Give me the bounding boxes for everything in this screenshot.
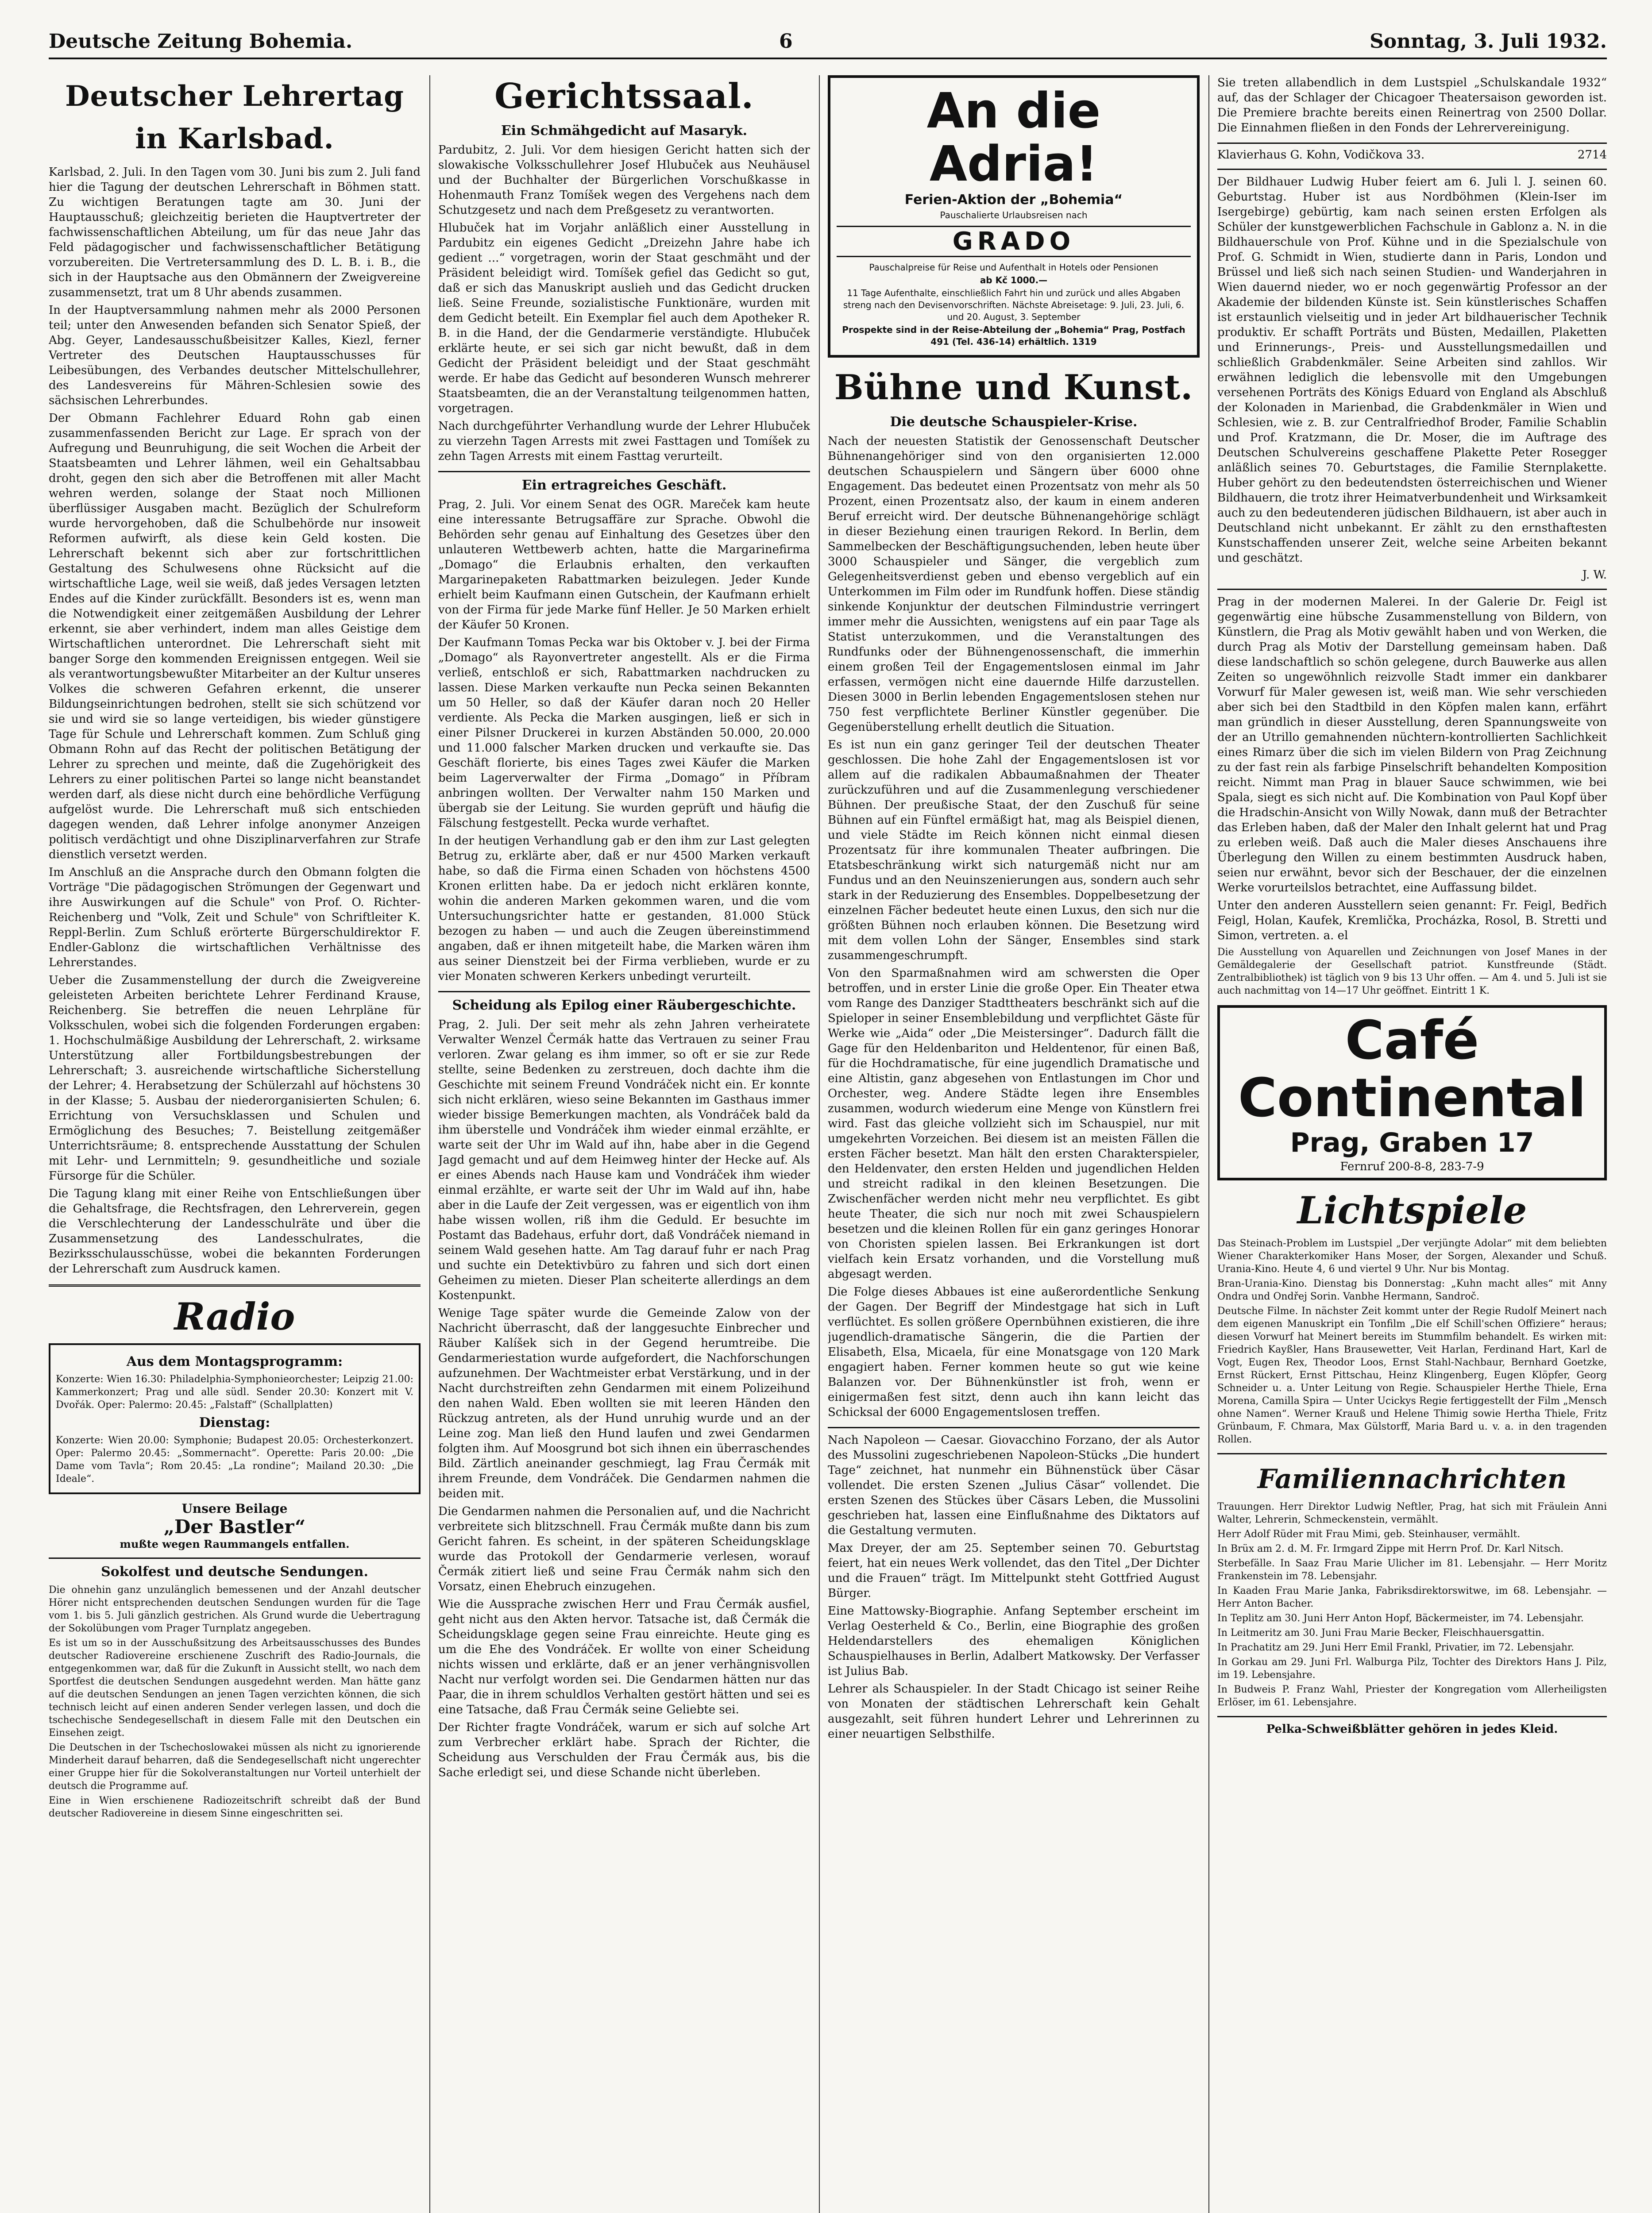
author-signature: J. W. [1582,568,1607,582]
article-paragraph: Die Tagung klang mit einer Reihe von Entschließungen über die Gehaltsfrage, die Rechtsfragen, den Lehrerverein, gegen die Verschlechterung der Landesschulräte und über die Zusammensetzung des Landesschulrates, die Bezirksschulausschüsse, wobei die bekannten Forderungen der Lehrerschaft zum Ausdruck kamen. [49,1187,421,1276]
masthead [49,27,1607,59]
family-notice: Sterbefälle. In Saaz Frau Marie Ulicher im 81. Lebensjahr. — Herr Moritz Frankenstein im 78. Lebensjahr. [1217,1558,1607,1582]
cafe-address: Prag, Graben 17 [1290,1127,1534,1158]
piano-ad-text: Klavierhaus G. Kohn, Vodičkova 33. [1217,148,1425,162]
section-divider [49,1558,421,1559]
culture-note: Nach Napoleon — Caesar. Giovacchino Forzano, der als Autor des Mussolini zugeschriebenen Napoleon-Stücks „Die hundert Tage“ zeichnet, hat nunmehr ein Bühnenstück über Cäsar vollendet. Die ersten Szenen „Julius Cäsar“ vollendet. Die ersten Szenen des Stückes über Cäsars Leben, die Mussolini geschrieben hat, lassen eine Einflußnahme des Diktators auf die Gestaltung vermuten. [828,1434,1200,1537]
masthead-date: Sonntag, 3. Juli 1932. [1370,30,1607,53]
column-4 [1217,75,1607,2213]
section-divider [1217,1453,1607,1454]
article-paragraph: Wie die Aussprache zwischen Herr und Frau Čermák ausfiel, geht nicht aus den Akten hervor. Tatsache ist, daß Čermák die Scheidungsklage gegen seine Frau einreichte. Heute ging es um die Ehe des Vondráček. Er wollte von einer Scheidung nichts wissen und erklärte, daß er an jener verhängnisvollen Nacht nur verfolgt worden sei. Die Gendarmen hätten nur das Paar, die in ihrem schuldlos Verhalten gestört hätten und sei es eine Tatsache, daß Frau Čermák seine Geliebte sei. [438,1598,810,1716]
article-paragraph: Unter den anderen Ausstellern seien genannt: Fr. Feigl, Bedřich Feigl, Holan, Kaufek, Kremlička, Procházka, Rosol, B. Stretti und Simon, vertreten. a. el [1217,899,1607,942]
article-paragraph: Von den Sparmaßnahmen wird am schwersten die Oper betroffen, und in erster Linie die große Oper. Ein Theater etwa vom Range des Danziger Stadttheaters beschränkt sich auf die Spieloper in seiner Ensemblebildung und verpflichtet Gäste für Werke wie „Aida“ oder „Die Meistersinger“. Dadurch fällt die Gage für den Heldenbariton und Heldentenor, für einen Baß, für die Hochdramatische, für eine jugendlich Dramatische und eine Altistin, ganz abgesehen von Entlastungen im Chor und Orchester, weg. Andere Städte legen ihre Ensembles zusammen, wodurch wiederum eine Menge von Künstlern frei wird. Fast das gleiche vollzieht sich im Schauspiel, nur mit umgekehrten Vorzeichen. Bei diesem ist an meisten Fällen die ersten Fächer besetzt. Man hält den ersten Charakterspieler, den Heldenvater, den ersten Helden und jugendlichen Helden und streicht radikal in den kleinen Besetzungen. Die Zwischenfächer werden nicht mehr neu verpflichtet. Es gibt heute Theater, die sich nur noch mit zwei Schauspielern besetzen und die kleinen Rollen für ein ganz geringes Honorar von Choristen spielen lassen. Bei Erkrankungen ist dort vielfach kein Ersatz vorhanden, und die Vorstellung muß abgesagt werden. [828,967,1200,1281]
culture-note: Lehrer als Schauspieler. In der Stadt Chicago ist seiner Reihe von Monaten der städtischen Lehrerschaft kein Gehalt ausgezahlt, seit führen hundert Lehrer und Lehrerinnen zu einer neuartigen Selbsthilfe. [828,1682,1200,1741]
cafe-continental-advertisement [1217,1005,1607,1180]
article-paragraph: Wenige Tage später wurde die Gemeinde Zalow von der Nachricht überrascht, daß der langgesuchte Einbrecher und Räuber Kalíšek sich in der Gegend herumtreibe. Die Gendarmeriestation wurde aufgefordert, die Nachforschungen aufzunehmen. Der Wachtmeister erbat Verstärkung, und in der Nacht durchstreiften zehn Gendarmen mit einem Polizeihund den nahen Wald. Eben wollten sie mit leeren Händen den Rückzug antreten, als der Hund unruhig wurde und an der Leine zog. Man ließ den Hund laufen und zwei Gendarmen folgten ihm. Auf Moosgrund bot sich ihnen ein überraschendes Bild. Zärtlich aneinander geschmiegt, lag Frau Čermák mit ihrem Freunde, dem Vondráček. Die Gendarmen nahmen die beiden mit. [438,1307,810,1500]
article-paragraph: Die Gendarmen nahmen die Personalien auf, und die Nachricht verbreitete sich blitzschnell. Frau Čermák mußte dann bis zum Gericht fahren. Es scheint, in der späteren Scheidungsklage wurde das Protokoll der Gendarmerie verlesen, worauf Čermák zitiert ließ und seine Frau Čermák nahm sich den Vorsatz, einen Ehebruch einzugehen. [438,1505,810,1593]
culture-note: Eine Mattowsky-Biographie. Anfang September erscheint im Verlag Oesterheld & Co., Berlin, eine Biographie des großen Heldendarstellers des ehemaligen Königlichen Schauspielhauses in Berlin, Adalbert Matkowsky. Der Verfasser ist Julius Bab. [828,1604,1200,1678]
column-1 [49,75,421,2213]
radio-program-heading: Aus dem Montagsprogramm: [126,1354,343,1369]
column-2 [438,75,810,2213]
newspaper-page [49,27,1607,2213]
cafe-phone: Fernruf 200-8-8, 283-7-9 [1340,1160,1484,1173]
article-paragraph: Im Anschluß an die Ansprache durch den Obmann folgten die Vorträge "Die pädagogischen Strömungen der Gegenwart und ihre Auswirkungen auf die Schule" von Prof. O. Richter-Reichenberg und "Volk, Zeit und Schule" von Schriftleiter K. Reppl-Berlin. Zum Schluß erörterte Bürgerschuldirektor F. Endler-Gablonz die wirtschaftlichen Verhältnisse des Lehrerstandes. [49,866,421,969]
radio-program-monday: Konzerte: Wien 16.30: Philadelphia-Symphonieorchester; Leipzig 21.00: Kammerkonzert; Prag und alle südl. Sender 20.30: Konzert mit V. Dvořák. Oper: Palermo: 20.45: „Falstaff“ (Schallplatten) [56,1374,413,1411]
family-notice: In Kaaden Frau Marie Janka, Fabriksdirektorswitwe, im 68. Lebensjahr. — Herr Anton Bacher. [1217,1585,1607,1609]
ad-contact: Prospekte sind in der Reise-Abteilung der „Bohemia“ Prag, Postfach 491 (Tel. 436-14) erhältlich. 1319 [842,324,1185,347]
article-paragraph: Die ohnehin ganz unzulänglich bemessenen und der Anzahl deutscher Hörer nicht entsprechenden deutschen Sendungen wurden für die Tage vom 1. bis 5. Juli gänzlich gestrichen. Als Grund wurde die Uebertragung der Sokolübungen vom Prager Turnplatz angegeben. [49,1585,421,1634]
section-divider [438,471,810,472]
section-headline-buehne: Bühne und Kunst. [834,367,1193,408]
article-paragraph: Der Richter fragte Vondráček, warum er sich auf solche Art zum Verbrecher erklärt habe. Sprach der Richter, die Scheidung aus Verschulden der Frau Čermák aus, bis die Sache erledigt sei, und diese Schande nicht überleben. [438,1721,810,1779]
familie-section-heading: Familiennachrichten [1257,1464,1567,1495]
article-paragraph: In der Hauptversammlung nahmen mehr als 2000 Personen teil; unter den Anwesenden befanden sich Senator Spieß, der Abg. Geyer, Landesausschußbeisitzer Kalles, Kiezl, ferner Vertreter des Deutschen Hauptausschusses für Leibesübungen, des Verbandes deutscher Mittelschullehrer, des Landesvereins für Mähren-Schlesien sowie des sächsischen Lehrerbundes. [49,304,421,407]
column-rule [819,75,820,2213]
family-notice: In Budweis P. Franz Wahl, Priester der Kongregation vom Allerheiligsten Erlöser, im 61. Lebensjahre. [1217,1684,1607,1708]
radio-program-box [49,1343,421,1494]
piano-advertisement [1217,148,1607,162]
article-paragraph: Nach durchgeführter Verhandlung wurde der Lehrer Hlubuček zu vierzehn Tagen Arrests mit zwei Fasttagen und Tomíšek zu zehn Tagen Arrests mit einem Fasttag verurteilt. [438,420,810,463]
article-paragraph: Der Bildhauer Ludwig Huber feiert am 6. Juli l. J. seinen 60. Geburtstag. Huber ist aus Nordböhmen (Klein-Iser im Isergebirge) gebürtig, kam nach seinen ersten Erfolgen als Schüler der kunstgewerblichen Fachschule in Gablonz a. N. in die Bildhauerschule von Prof. Kühne und in die Spezialschule von Prof. G. Schmidt in Wien, studierte dann in Paris, London und Brüssel und ließ sich nach seinen Studien- und Wanderjahren in Wien dauernd nieder, wo er noch gegenwärtig Professor an der Akademie der bildenden Künste ist. Sein künstlerisches Schaffen ist erstaunlich vielseitig und in jeder Art bildhauerischer Technik produktiv. Er schafft Porträts und Büsten, Medaillen, Plaketten und Erinnerungs-, Preis- und Ausstellungsmedaillen und schließlich Grabdenkmäler. Seine Arbeiten sind zahllos. Wir erwähnen lediglich die lebensvolle mit den Umgebungen versehenen Porträts des Königs Eduard von England als Abschluß der Kolonaden in Marienbad, die Grabdenkmäler in Wien und Schlesien, wie z. B. zur Centralfriedhof Broder, Familie Schablin und Prof. Kratzmann, die Dr. Moser, die im Auftrage des Deutschen Schulvereins geschaffene Plakette Peter Rosegger anläßlich seines 70. Geburtstages, die Familie Sternplakette. Huber gehört zu den bedeutendsten österreichischen und Wiener Bildhauern, die trotz ihrer Heimatverbundenheit und Wirksamkeit auch zu den bedeutenderen jüdischen Bildhauern, ist aber auch in Deutschland nicht unbekannt. Er zählt zu den ernsthaftesten Kunstschaffenden unserer Zeit, welche seine Arbeiten bekannt und geschätzt. [1217,175,1607,565]
radio-program-tuesday: Konzerte: Wien 20.00: Symphonie; Budapest 20.05: Orchesterkonzert. Oper: Palermo 20.45: „Sommernacht“. Operette: Paris 20.00: „Die Dame vom Tavla“; Rom 20.45: „La rondine“; Mailand 20.30: „Die Ideale“. [56,1435,413,1484]
section-divider [828,1427,1200,1428]
exhibition-note: Die Ausstellung von Aquarellen und Zeichnungen von Josef Manes in der Gemäldegalerie der Gesellschaft patriot. Kunstfreunde (Städt. Zentralbibliothek) ist täglich von 9 bis 13 Uhr offen. — Am 4. und 5. Juli ist sie auch nachmittag von 14—17 Uhr geöffnet. Eintritt 1 K. [1217,947,1607,996]
supplement-title: „Der Bastler“ [163,1516,306,1538]
lichtspiele-section-heading: Lichtspiele [1297,1188,1527,1232]
radio-section-heading: Radio [174,1295,295,1338]
cinema-note: Bran-Urania-Kino. Dienstag bis Donnerstag: „Kuhn macht alles“ mit Anny Ondra und Ondřej Sorin. Vanbhe Hermann, Sandroč. [1217,1278,1607,1302]
footer-advertisement: Pelka-Schweißblätter gehören in jedes Kleid. [1266,1723,1558,1736]
masthead-paper-name: Deutsche Zeitung Bohemia. [49,30,353,53]
article-paragraph: Prag in der modernen Malerei. In der Galerie Dr. Feigl ist gegenwärtig eine hübsche Zusammenstellung von Bildern, von Künstlern, die Prag als Motiv gewählt haben und von Werken, die durch Prag als Motiv der Darstellung gemeinsam haben. Daß diese landschaftlich so schön gelegene, durch Bauwerke aus allen Zeiten so ungewöhnlich reizvolle Stadt immer ein dankbarer Vorwurf für Maler gewesen ist, weiß man. Wie sehr verschieden aber sich bei den Stadtbild in den Köpfen malen kann, erfährt man gründlich in dieser Ausstellung, deren Spannungsweite von der an Utrillo gemahnenden nüchtern-kontrollierten Sachlichkeit eines Rimarz über die sich im vielen Bildern von Prag Zeichnung zu der fast rein als farbige Pinselschrift behandelten Komposition reicht. Nimmt man Prag in blauer Sauce schwimmen, wie bei Spala, siegt es sich nicht auf. Die Kombination von Paul Kopf über die Hradschin-Ansicht von Willy Nowak, dann muß der Betrachter das Erleben haben, daß der Maler den Inhalt gelernt hat und Prag zu erleben weiß. Daß auch die Maler dieses Anschauens ihre Überlegung den Willen zu einem bestimmten Ausdruck haben, seien nur erwähnt, bevor sich der Beschauer, der die einzelnen Werke vorurteilslos betrachtet, eine Auffassung bildet. [1217,595,1607,894]
section-divider [1217,143,1607,144]
article-paragraph: Prag, 2. Juli. Der seit mehr als zehn Jahren verheiratete Verwalter Wenzel Čermák hatte das Vertrauen zu seiner Frau verloren. Zwar gelang es ihm immer, so oft er sie zur Rede stellte, seine Bedenken zu zerstreuen, doch dachte ihm die Geschichte mit seinem Freund Vondráček nicht ein. Er konnte sich nicht erklären, wieso seine Bekannten im Gasthaus immer wieder bissige Bemerkungen machten, als Vondráček bald da ihm überstelle und Vondráček ihm wieder einmal erzählte, er warte seit der Uhr im Wald auf ihn, habe aber in die Gegend Jagd gemacht und auf dem Heimweg hinter der Hecke auf. Als er eines Abends nach Hause kam und Vondráček ihm wieder einmal erzählte, er warte seit der Uhr im Wald auf ihn, habe aber in die Laufe der Zeit vergessen, was er eigentlich von ihm habe wissen wollen, riß ihm die Geduld. Er besuchte im Postamt das Badehaus, erfuhr dort, daß Vondráček niemand in seinem Wald gesehen hatte. Am Tag darauf fuhr er nach Prag und suchte ein Detektivbüro zu fahren und sich dort einen Geheimen zu mieten. Dieser Plan scheiterte allerdings an dem Kostenpunkt. [438,1018,810,1302]
article-paragraph: Der Obmann Fachlehrer Eduard Rohn gab einen zusammenfassenden Bericht zur Lage. Er sprach von der Aufregung und Beunruhigung, die seit Wochen die Arbeit der Staatsbeamten und Lehrer lähmen, weil ein Gehaltsabbau droht, gegen den sich aber die Betroffenen mit aller Macht wehren werden, solange der Staat noch Millionen überflüssiger Ausgaben macht. Bezüglich der Schulreform wurde hervorgehoben, daß die Schulbehörde nur insoweit Reformen aufwirft, als diese kein Geld kosten. Die Lehrerschaft bekennt sich aber zur fortschrittlichen Gestaltung des Schulwesens ohne Rücksicht auf die wirtschaftliche Lage, weil sie weiß, daß jedes Versagen letzten Endes auf die Kinder zurückfällt. Besonders ist es, wenn man die Notwendigkeit einer zeitgemäßen Ausbildung der Lehrer erkennt, sie aber verhindert, indem man alles Geistige dem Wirtschaftlichen unterordnet. Die Lehrerschaft sieht mit banger Sorge den kommenden Ereignissen entgegen. Weil sie als verantwortungsbewußter Mitarbeiter an der Kultur unseres Volkes die schweren Gefahren erkennt, die unserer Bildungseinrichtungen bedrohen, stellt sie sich schützend vor sie und wird sie so lange verteidigen, bis wieder günstigere Tage für Schule und Lehrerschaft kommen. Zum Schluß ging Obmann Rohn auf das Recht der politischen Betätigung der Lehrer zu sprechen und meinte, daß die Zugehörigkeit des Lehrers zu einer politischen Partei so lange nicht beanstandet werden darf, als diese nicht durch eine behördliche Verfügung aufgelöst wurde. Die Lehrerschaft muß sich entschieden dagegen wenden, daß Lehrer infolge anonymer Anzeigen politisch verdächtigt und ohne Disziplinarverfahren zur Strafe dienstlich versetzt werden. [49,412,421,861]
ad-line: Pauschalierte Urlaubsreisen nach [940,210,1088,220]
supplement-line-1: Unsere Beilage [181,1501,288,1516]
article-headline-geschaeft: Ein ertragreiches Geschäft. [521,478,727,493]
culture-note: Max Dreyer, der am 25. September seinen 70. Geburtstag feiert, hat ein neues Werk vollendet, das den Titel „Der Dichter und die Frauen“ trägt. Im Mittelpunkt steht Gottfried August Bürger. [828,1542,1200,1600]
section-headline-gerichtssaal: Gerichtssaal. [494,76,754,116]
article-paragraph: Eine in Wien erschienene Radiozeitschrift schreibt daß der Bund deutscher Radiovereine in diesem Sinne eingeschritten sei. [49,1795,421,1819]
article-headline-schauspielerkrise: Die deutsche Schauspieler-Krise. [890,414,1138,430]
cinema-note: Das Steinach-Problem im Lustspiel „Der verjüngte Adolar“ mit dem beliebten Wiener Charakterkomiker Hans Moser, der Sorgen, Alexander und Schuß. Urania-Kino. Heute 4, 6 und viertel 9 Uhr. Nur bis Montag. [1217,1238,1607,1275]
article-paragraph: Es ist um so in der Ausschußsitzung des Arbeitsausschusses des Bundes deutscher Radiovereine erschienene Zuschrift des Radio-Journals, die entgegenkommen war, daß für die Zukunft in Aussicht stellt, wo nach dem Sportfest die deutschen Sendungen ausgedehnt werden. Man hätte ganz auf die deutschen Sendungen an jenen Tagen verzichten können, die sich technisch leicht auf einen anderen Sender verlegen lassen, und doch die tschechische Sendegesellschaft in diesem Falle mit den Deutschen ein Einsehen zeigt. [49,1638,421,1739]
section-divider [1217,1716,1607,1717]
ad-subtitle: Ferien-Aktion der „Bohemia“ [904,192,1123,208]
family-notice: In Prachatitz am 29. Juni Herr Emil Frankl, Privatier, im 72. Lebensjahr. [1217,1642,1575,1653]
ad-title: An die Adria! [926,82,1101,192]
section-divider [49,1284,421,1287]
family-notice: In Leitmeritz am 30. Juni Frau Marie Becker, Fleischhauersgattin. [1217,1627,1545,1639]
ad-destination: GRADO [837,226,1191,257]
article-paragraph: Karlsbad, 2. Juli. In den Tagen vom 30. Juni bis zum 2. Juli fand hier die Tagung der deutschen Lehrerschaft in Böhmen statt. Zu wichtigen Beratungen tagte am 30. Juni der Hauptausschuß; gleichzeitig berieten die Hauptvertreter der fachwissenschaftlichen Abteilung, um für das neue Jahr das Feld pädagogischer und fachwissenschaftlicher Betätigung vorzubereiten. Die Vertretersammlung des D. L. B. i. B., die sich in der Hauptsache aus den Obmännern der Zweigvereine zusammensetzt, trat um 8 Uhr abends zusammen. [49,166,421,299]
section-divider [1217,169,1607,170]
cafe-name: Café Continental [1238,1010,1586,1129]
article-paragraph: Es ist nun ein ganz geringer Teil der deutschen Theater geschlossen. Die hohe Zahl der Engagementslosen ist vor allem auf die radikalen Abbaumaßnahmen der Theater zurückzuführen und auf die Zusammenlegung verschiedener Bühnen. Der preußische Staat, der den Zuschuß für seine Bühnen auf ein Fünftel ermäßigt hat, mag als Beispiel dienen, und viele Städte im Reich können nicht einmal diesen Prozentsatz für ihre kommunalen Theater aufbringen. Die Etatsbeschränkung wirkt sich naturgemäß nicht nur am Fundus und an den Neuinszenierungen aus, sondern auch sehr stark in der Reduzierung des Ensembles. Doppelbesetzung der einzelnen Fächer bedeutet heute einen Luxus, den sich nur die größten Bühnen noch erlauben können. Die Besetzung wird mit dem vollen Lohn der Sänger, Ensembles sind stark zusammengeschrumpft. [828,738,1200,962]
article-paragraph: Nach der neuesten Statistik der Genossenschaft Deutscher Bühnenangehöriger sind von den organisierten 12.000 deutschen Schauspielern und Sängern über 6000 ohne Engagement. Das bedeutet einen Prozentsatz von mehr als 50 Prozent, einen Prozentsatz also, der kaum in einem anderen Beruf erreicht wird. Der deutsche Bühnenangehörige schlägt in dieser Beziehung einen traurigen Rekord. In Berlin, dem Sammelbecken der Beschäftigungsuchenden, leben heute über 3000 Schauspieler und Sänger, die vergeblich zum Gelegenheitsverdienst geben und ebenso vergeblich auf ein Unterkommen im Film oder im Rundfunk hoffen. Diese ständig sinkende Konjunktur der deutschen Filmindustrie verringert immer mehr die Aussichten, wenigstens auf ein paar Tage als Statist unterzukommen, und die Veranstaltungen des Rundfunks oder der Bühnengenossenschaft, die immerhin einem großen Teil der Engagementslosen einmal im Jahr erfassen, vermögen nicht eine dauernde Hilfe darzustellen. Diesen 3000 in Berlin lebenden Engagementslosen stehen nur 750 fest verpflichtete Berliner Künstler gegenüber. Die Gegenüberstellung erhellt deutlich die Situation. [828,435,1200,734]
article-paragraph: Die Deutschen in der Tschechoslowakei müssen als nicht zu ignorierende Minderheit darauf beharren, daß die Sendegesellschaft nicht ungerechter einer Gruppe hier für die Sokolveranstaltungen nur Vorteil unterhielt der deutsch die Programme auf. [49,1742,421,1792]
adria-advertisement [828,75,1200,358]
article-headline-schmaehgedicht: Ein Schmähgedicht auf Masaryk. [501,123,748,139]
section-divider [438,991,810,992]
article-headline-lehrertag: Deutscher Lehrertag in Karlsbad. [65,80,404,155]
section-divider [1217,589,1607,590]
family-notice: In Teplitz am 30. Juni Herr Anton Hopf, Bäckermeister, im 74. Lebensjahr. [1217,1613,1584,1624]
article-paragraph: Sie treten allabendlich in dem Lustspiel „Schulskandale 1932“ auf, das der Schlager der Chicagoer Theatersaison geworden ist. Die Premiere brachte bereits einen Reinertrag von 2500 Dollar. Die Einnahmen fließen in den Fonds der Lehrervereinigung. [1217,76,1607,135]
article-paragraph: Ueber die Zusammenstellung der durch die Zweigvereine geleisteten Arbeiten berichtete Lehrer Ferdinand Krause, Reichenberg. Sie betreffen die neuen Lehrpläne für Volksschulen, wobei sich die folgenden Forderungen ergaben: 1. Hochschulmäßige Ausbildung der Lehrerschaft, 2. wirksame Unterstützung aller Fortbildungsbestrebungen der Lehrerschaft; 3. ausreichende wirtschaftliche Sicherstellung der Lehrer; 4. Herabsetzung der Schülerzahl auf höchstens 30 in der Klasse; 5. Ausbau der niederorganisierten Schulen; 6. Errichtung von Versuchsklassen und Schulen und Ermöglichung des Besuches; 7. Beistellung zeitgemäßer Unterrichtsräume; 8. entsprechende Ausstattung der Schulen mit Lehr- und Lernmitteln; 9. gesundheitliche und soziale Fürsorge für die Schüler. [49,974,421,1183]
column-3 [828,75,1200,2213]
ad-text: 11 Tage Aufenthalte, einschließlich Fahrt hin und zurück und alles Abgaben streng nach den Devisenvorschriften. Nächste Abreisetage: 9. Juli, 23. Juli, 6. und 20. August, 3. September [843,288,1185,322]
family-notice: In Brüx am 2. d. M. Fr. Irmgard Zippe mit Herrn Prof. Dr. Karl Nitsch. [1217,1543,1564,1554]
family-notice: In Gorkau am 29. Juni Frl. Walburga Pilz, Tochter des Direktors Hans J. Pilz, im 19. Lebensjahre. [1217,1657,1607,1681]
article-paragraph: Hlubuček hat im Vorjahr anläßlich einer Ausstellung in Pardubitz ein eigenes Gedicht „Dreizehn Jahre habe ich gedient ...“ vorgetragen, worin der Staat geschmäht und der Präsident beleidigt wird. Tomíšek gefiel das Gedicht so gut, daß er sich das Manuskript auslieh und das Gedicht drucken ließ. Seine Freunde, sozialistische Funktionäre, wurden mit dem Gedicht beteilt. Ein Exemplar fiel auch dem Apotheker R. B. in die Hand, der die Gendarmerie verständigte. Hlubuček erklärte heute, er sei sich gar nicht bewußt, daß in dem Gedicht der Präsident beleidigt und der Staat geschmäht werde. Er habe das Gedicht auf besonderen Wunsch mehrerer Staatsbeamten, die an der Veranstaltung teilgenommen hatten, vorgetragen. [438,221,810,415]
article-paragraph: Die Folge dieses Abbaues ist eine außerordentliche Senkung der Gagen. Der Begriff der Mindestgage hat sich in Luft verflüchtet. Es sollen größere Opernbühnen existieren, die ihre jugendlich-dramatische Sängerin, die die Partien der Elisabeth, Elsa, Micaela, für eine Monatsgage von 120 Mark engagiert haben. Ferner kommen heute so gut wie keine Balanzen vor. Der Bühnenkünstler ist froh, wenn er einigermaßen fest sitzt, denn auch ihn kann leicht das Schicksal der 6000 Engagementslosen treffen. [828,1285,1200,1419]
masthead-page-number: 6 [779,30,793,53]
supplement-notice [49,1501,421,1550]
family-notice: Herr Adolf Rüder mit Frau Mimi, geb. Steinhauser, vermählt. [1217,1529,1521,1540]
piano-ad-number: 2714 [1577,148,1607,162]
cinema-note: Deutsche Filme. In nächster Zeit kommt unter der Regie Rudolf Meinert nach dem eigenen Manuskript ein Tonfilm „Die elf Schill'schen Offiziere“ heraus; diesen Vorwurf hat Meinert bereits im Stummfilm behandelt. Es wirken mit: Friedrich Kayßler, Hans Brausewetter, Veit Harlan, Ferdinand Hart, Karl de Vogt, Eugen Rex, Theodor Loos, Ernst Stahl-Nachbaur, Bernhard Goetzke, Ernst Rückert, Ernst Pittschau, Heinz Klingenberg, Eugen Klöpfer, Georg Schneider u. a. Unter Leitung von Regie. Schauspieler Herthe Thiele, Erna Morena, Camilla Spira — Unter Ucickys Regie fertiggestellt der Film „Mensch ohne Namen“. Werner Krauß und Helene Thimig sowie Hertha Thiele, Fritz Grünbaum, F. Chmara, Max Gülstorff, Maria Bard u. v. a. in den tragenden Rollen. [1217,1306,1607,1445]
family-notice: Trauungen. Herr Direktor Ludwig Neftler, Prag, hat sich mit Fräulein Anni Walter, Lehrerin, Schmeckenstein, vermählt. [1217,1501,1607,1525]
article-paragraph: Der Kaufmann Tomas Pecka war bis Oktober v. J. bei der Firma „Domago“ als Rayonvertreter angestellt. Als er die Firma verließ, entschloß er sich, Rabattmarken nachdrucken zu lassen. Diese Marken verkaufte nun Pecka seinen Bekannten um 50 Heller, so daß der Käufer daran noch 20 Heller verdiente. Als Pecka die Marken ausgingen, ließ er sich in einer Pilsner Druckerei in kurzen Abständen 50.000, 20.000 und 11.000 falscher Marken drucken und verkaufte sie. Das Geschäft florierte, bis eines Tages zwei Käufer die Marken beim Lagerverwalter der Firma „Domago“ in Příbram anbringen wollten. Der Verwalter nahm 150 Marken und übergab sie der Leitung. Sie wurden geprüft und häufig die Fälschung festgestellt. Pecka wurde verhaftet. [438,636,810,830]
article-headline-sokolfest: Sokolfest und deutsche Sendungen. [101,1564,368,1580]
article-headline-scheidung: Scheidung als Epilog einer Räubergeschichte. [452,998,796,1013]
article-paragraph: In der heutigen Verhandlung gab er den ihm zur Last gelegten Betrug zu, erklärte aber, daß er nur 4500 Marken verkauft habe, so daß die Firma einen Schaden von höchstens 4500 Kronen erlitten habe. Da er jedoch nicht erklären konnte, wohin die anderen Marken gekommen waren, und die vom Untersuchungsrichter hatte er gestanden, 81.000 Stück bezogen zu haben — und auch die Zeugen übereinstimmend angaben, daß er ihnen mitgeteilt habe, die Marken wären ihm aus seiner Dienstzeit bei der Firma verblieben, wurde er zu vier Monaten schweren Kerkers unbedingt verurteilt. [438,834,810,983]
article-paragraph: Prag, 2. Juli. Vor einem Senat des OGR. Mareček kam heute eine interessante Betrugsaffäre zur Sprache. Obwohl die Behörden sehr genau auf Einhaltung des Gesetzes über den unlauteren Wettbewerb achten, hatte die Margarinefirma „Domago“ die Erlaubnis erhalten, den verkauften Margarinepaketen Rabattmarken beizulegen. Jeder Kunde erhielt beim Kaufmann einen Gutschein, der Kaufmann erhielt von der Firma für jede Marke fünf Heller. Je 50 Marken erhielt der Käufer 50 Kronen. [438,498,810,632]
supplement-line-3: mußte wegen Raummangels entfallen. [120,1538,350,1550]
radio-program-day: Dienstag: [199,1415,270,1430]
column-rule [1208,75,1209,2213]
ad-text: Pauschalpreise für Reise und Aufenthalt in Hotels oder Pensionen [869,262,1158,273]
column-rule [429,75,430,2213]
article-paragraph: Pardubitz, 2. Juli. Vor dem hiesigen Gericht hatten sich der slowakische Volksschullehrer Josef Hlubuček aus Neuhäusel und der Buchhalter der Bürgerlichen Vorschußkasse in Hohenmauth Franz Tomíšek wegen des Vergehens nach dem Schutzgesetz und nach dem Preßgesetz zu verantworten. [438,143,810,217]
ad-price: ab Kč 1000.— [980,275,1048,285]
